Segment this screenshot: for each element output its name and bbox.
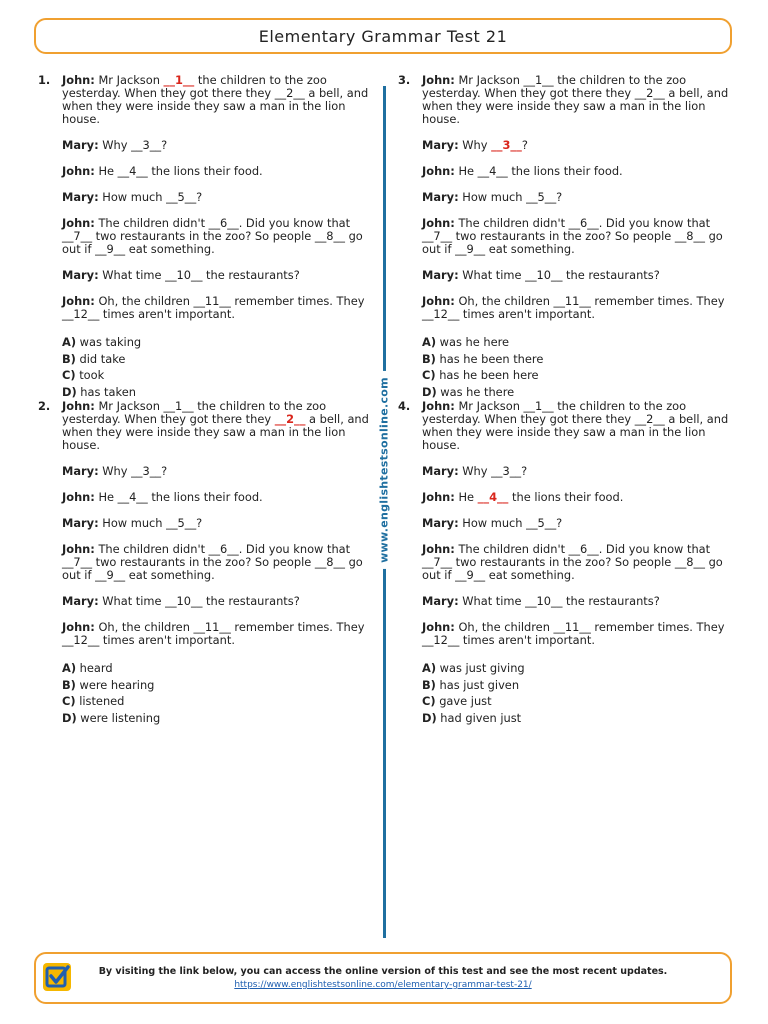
answer-blank: __2__ (274, 412, 306, 426)
option-d[interactable]: D) has taken (62, 384, 136, 399)
dialogue-line: John: Oh, the children __11__ remember times. They __12__ times aren't important. (62, 294, 365, 321)
dialogue-line: John: The children didn't __6__. Did you know that __7__ two restaurants in the zoo? So people __8__ go out if __9__ eat something. (62, 542, 363, 582)
option-b[interactable]: B) were hearing (62, 677, 155, 692)
dialogue-line: John: He __4__ the lions their food. (62, 164, 263, 178)
question-body (62, 74, 382, 400)
option-b[interactable]: B) did take (62, 351, 126, 366)
option-d[interactable]: D) was he there (422, 384, 515, 399)
question-number: 4. (398, 399, 411, 413)
question-body (422, 400, 742, 726)
dialogue-line: Mary: Why __3__? (62, 464, 168, 478)
option-c[interactable]: C) took (62, 368, 105, 382)
title-box (34, 18, 732, 54)
dialogue-line: John: Mr Jackson __1__ the children to the zoo yesterday. When they got there they __2__ a bell, and when they were inside they saw a man in the lion house. (422, 73, 729, 126)
option-a[interactable]: A) was just giving (422, 661, 525, 675)
dialogue-line: John: Oh, the children __11__ remember times. They __12__ times aren't important. (422, 294, 725, 321)
dialogue-line: John: The children didn't __6__. Did you know that __7__ two restaurants in the zoo? So people __8__ go out if __9__ eat something. (62, 216, 363, 256)
footer-text: By visiting the link below, you can access the online version of this test and see the most recent updates. (98, 966, 668, 977)
dialogue-line: Mary: Why __3__? (62, 138, 168, 152)
dialogue-line: Mary: What time __10__ the restaurants? (62, 594, 300, 608)
answer-blank: __3__ (491, 138, 522, 152)
option-c[interactable]: C) listened (62, 694, 125, 708)
dialogue-line: Mary: Why __3__? (422, 138, 528, 152)
footer-box (34, 952, 732, 1004)
question-body (62, 400, 382, 726)
option-b[interactable]: B) has just given (422, 677, 520, 692)
dialogue-line: John: Oh, the children __11__ remember times. They __12__ times aren't important. (422, 620, 725, 647)
dialogue-line: Mary: What time __10__ the restaurants? (422, 268, 660, 282)
question-number: 2. (38, 399, 51, 413)
question-body (422, 74, 742, 400)
site-watermark: www.englishtestsonline.com (374, 371, 395, 569)
dialogue-line: John: Oh, the children __11__ remember times. They __12__ times aren't important. (62, 620, 365, 647)
dialogue-line: John: Mr Jackson __1__ the children to the zoo yesterday. When they got there they __2__ a bell, and when they were inside they saw a man in the lion house. (62, 399, 369, 452)
dialogue-line: John: Mr Jackson __1__ the children to the zoo yesterday. When they got there they __2__ a bell, and when they were inside they saw a man in the lion house. (62, 73, 369, 126)
question-number: 3. (398, 73, 411, 87)
answer-options (62, 660, 382, 726)
dialogue-line: John: He __4__ the lions their food. (422, 490, 624, 504)
dialogue-line: Mary: What time __10__ the restaurants? (62, 268, 300, 282)
question-number: 1. (38, 73, 51, 87)
option-c[interactable]: C) gave just (422, 694, 492, 708)
option-a[interactable]: A) was taking (62, 335, 142, 349)
dialogue-line: Mary: What time __10__ the restaurants? (422, 594, 660, 608)
dialogue-line: John: Mr Jackson __1__ the children to the zoo yesterday. When they got there they __2__ a bell, and when they were inside they saw a man in the lion house. (422, 399, 729, 452)
dialogue-line: Mary: How much __5__? (62, 190, 203, 204)
dialogue-line: John: He __4__ the lions their food. (422, 164, 623, 178)
dialogue-line: Mary: How much __5__? (422, 190, 563, 204)
dialogue-line: Mary: Why __3__? (422, 464, 528, 478)
answer-options (422, 334, 742, 400)
dialogue-line: John: The children didn't __6__. Did you know that __7__ two restaurants in the zoo? So people __8__ go out if __9__ eat something. (422, 216, 723, 256)
option-b[interactable]: B) has he been there (422, 351, 544, 366)
option-a[interactable]: A) was he here (422, 335, 510, 349)
dialogue-line: John: The children didn't __6__. Did you know that __7__ two restaurants in the zoo? So people __8__ go out if __9__ eat something. (422, 542, 723, 582)
answer-blank: __1__ (163, 73, 195, 87)
answer-options (62, 334, 382, 400)
dialogue-line: Mary: How much __5__? (62, 516, 203, 530)
dialogue-line: Mary: How much __5__? (422, 516, 563, 530)
option-c[interactable]: C) has he been here (422, 368, 539, 382)
answer-options (422, 660, 742, 726)
page-title: Elementary Grammar Test 21 (258, 26, 508, 46)
online-test-link[interactable]: https://www.englishtestsonline.com/elementary-grammar-test-21/ (234, 980, 532, 990)
answer-blank: __4__ (477, 490, 509, 504)
option-a[interactable]: A) heard (62, 661, 113, 675)
option-d[interactable]: D) were listening (62, 710, 161, 725)
option-d[interactable]: D) had given just (422, 710, 522, 725)
dialogue-line: John: He __4__ the lions their food. (62, 490, 263, 504)
